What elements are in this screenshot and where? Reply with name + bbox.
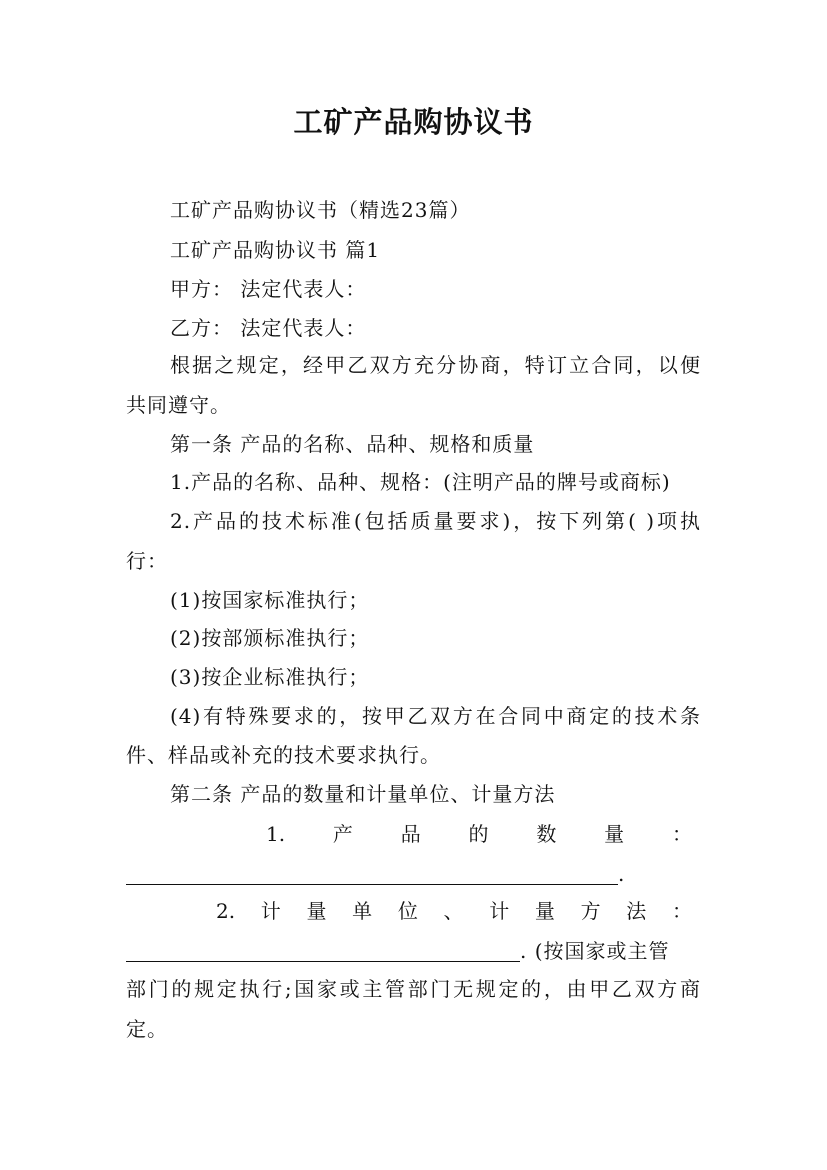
clause-line: 行： <box>126 549 168 573</box>
unit-method-field-label <box>216 892 692 930</box>
list-item: (1)按国家标准执行； <box>170 588 370 612</box>
period-mark: . <box>618 862 626 886</box>
paragraph-line: 根据之规定，经甲乙双方充分协商，特订立合同，以便 <box>170 353 701 377</box>
list-item: (2)按部颁标准执行； <box>170 626 370 650</box>
quantity-blank-line <box>126 855 625 893</box>
party-a-line: 甲方： 法定代表人： <box>170 277 367 301</box>
spread-char: 品 <box>400 822 421 846</box>
spread-char: 方 <box>580 899 601 923</box>
spread-char: 、 <box>443 899 464 923</box>
spread-char: 量 <box>604 822 625 846</box>
clause-line: 1.产品的名称、品种、规格：(注明产品的牌号或商标) <box>170 470 671 494</box>
spread-char: 法 <box>626 899 647 923</box>
blank-tail-text: . (按国家或主管 <box>520 939 670 963</box>
spread-char: 的 <box>468 822 489 846</box>
paragraph-line: 定。 <box>126 1017 168 1041</box>
spread-char: 数 <box>536 822 557 846</box>
document-title: 工矿产品购协议书 <box>293 105 534 139</box>
unit-method-blank-line <box>126 932 670 970</box>
list-item: (3)按企业标准执行； <box>170 665 370 689</box>
list-item: 件、样品或补充的技术要求执行。 <box>126 743 441 767</box>
article-heading: 第一条 产品的名称、品种、规格和质量 <box>170 432 535 456</box>
party-b-line: 乙方： 法定代表人： <box>170 316 367 340</box>
spread-char: 计 <box>260 899 281 923</box>
section-heading: 工矿产品购协议书 篇1 <box>170 238 381 262</box>
spread-char: 量 <box>306 899 327 923</box>
fill-blank <box>126 860 618 885</box>
subtitle-line: 工矿产品购协议书（精选23篇） <box>170 198 471 222</box>
spread-char: 1. <box>266 822 286 846</box>
article-heading: 第二条 产品的数量和计量单位、计量方法 <box>170 782 556 806</box>
spread-char: 2. <box>216 899 236 923</box>
fill-blank <box>126 937 520 962</box>
spread-char: ： <box>671 822 692 846</box>
quantity-field-label <box>266 815 692 853</box>
paragraph-line: 部门的规定执行;国家或主管部门无规定的，由甲乙双方商 <box>126 977 701 1001</box>
clause-line: 2.产品的技术标准(包括质量要求)，按下列第( )项执 <box>170 509 701 533</box>
spread-char: ： <box>671 899 692 923</box>
spread-char: 位 <box>397 899 418 923</box>
spread-char: 产 <box>332 822 353 846</box>
list-item: (4)有特殊要求的，按甲乙双方在合同中商定的技术条 <box>170 704 701 728</box>
spread-char: 单 <box>352 899 373 923</box>
paragraph-line: 共同遵守。 <box>126 393 231 417</box>
spread-char: 量 <box>534 899 555 923</box>
spread-char: 计 <box>489 899 510 923</box>
